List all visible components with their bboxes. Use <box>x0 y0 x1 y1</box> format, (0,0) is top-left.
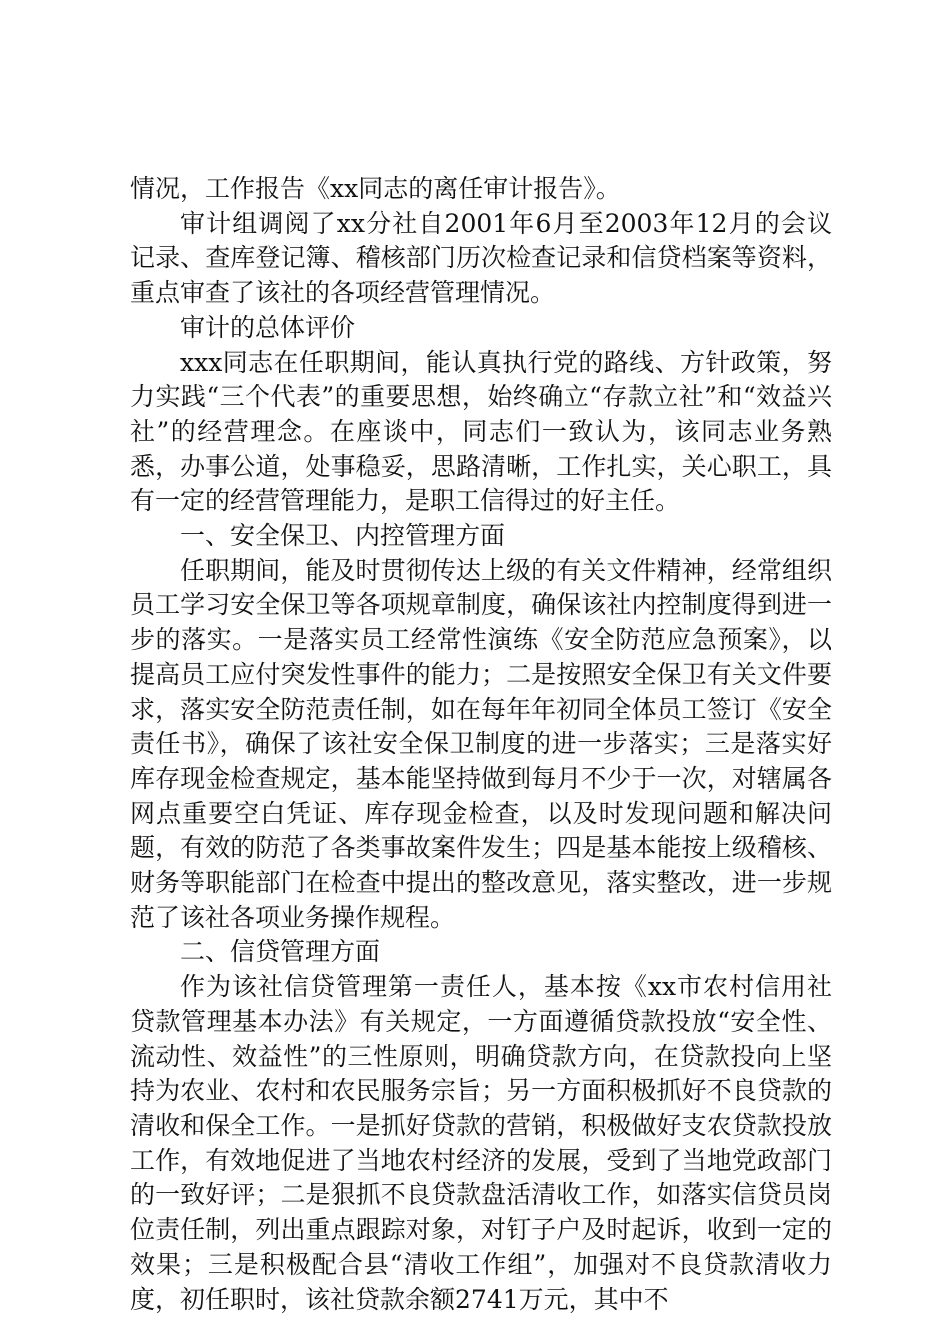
heading-credit-management: 二、信贷管理方面 <box>180 937 381 967</box>
paragraph-security-internal-control: 任职期间，能及时贯彻传达上级的有关文件精神，经常组织员工学习安全保卫等各项规章制度，确保该社内控制度得到进一步的落实。一是落实员工经常性演练《安全防范应急预案》，以提高员工应付突发性事件的能力；二是按照安全保卫有关文件要求，落实安全防范责任制，如在每年年初同全体员工签订《安全责任书》，确保了该社安全保卫制度的进一步落实；三是落实好库存现金检查规定，基本能坚持做到每月不少于一次，对辖属各网点重要空白凭证、库存现金检查，以及时发现问题和解决问题，有效的防范了各类事故案件发生；四是基本能按上级稽核、财务等职能部门在检查中提出的整改意见，落实整改，进一步规范了该社各项业务操作规程。 <box>130 555 832 932</box>
document-body <box>130 172 832 1317</box>
heading-security-internal-control: 一、安全保卫、内控管理方面 <box>180 521 506 551</box>
paragraph-credit-management: 作为该社信贷管理第一责任人，基本按《xx市农村信用社贷款管理基本办法》有关规定，一方面遵循贷款投放“安全性、流动性、效益性”的三性原则，明确贷款方向，在贷款投向上坚持为农业、农村和农民服务宗旨；另一方面积极抓好不良贷款的清收和保全工作。一是抓好贷款的营销，积极做好支农贷款投放工作，有效地促进了当地农村经济的发展，受到了当地党政部门的一致好评；二是狠抓不良贷款盘活清收工作，如落实信贷员岗位责任制，列出重点跟踪对象，对钉子户及时起诉，收到一定的效果；三是积极配合县“清收工作组”，加强对不良贷款清收力度，初任职时，该社贷款余额2741万元，其中不 <box>130 972 832 1314</box>
heading-overall-evaluation: 审计的总体评价 <box>180 312 356 342</box>
paragraph-report-title: 情况，工作报告《xx同志的离任审计报告》。 <box>130 174 621 203</box>
paragraph-audit-scope: 审计组调阅了xx分社自2001年6月至2003年12月的会议记录、查库登记簿、稽核部门历次检查记录和信贷档案等资料，重点审查了该社的各项经营管理情况。 <box>130 208 832 308</box>
paragraph-overall-evaluation: xxx同志在任职期间，能认真执行党的路线、方针政策，努力实践“三个代表”的重要思想，始终确立“存款立社”和“效益兴社”的经营理念。在座谈中，同志们一致认为，该同志业务熟悉，办事公道，处事稳妥，思路清晰，工作扎实，关心职工，具有一定的经营管理能力，是职工信得过的好主任。 <box>130 347 832 516</box>
